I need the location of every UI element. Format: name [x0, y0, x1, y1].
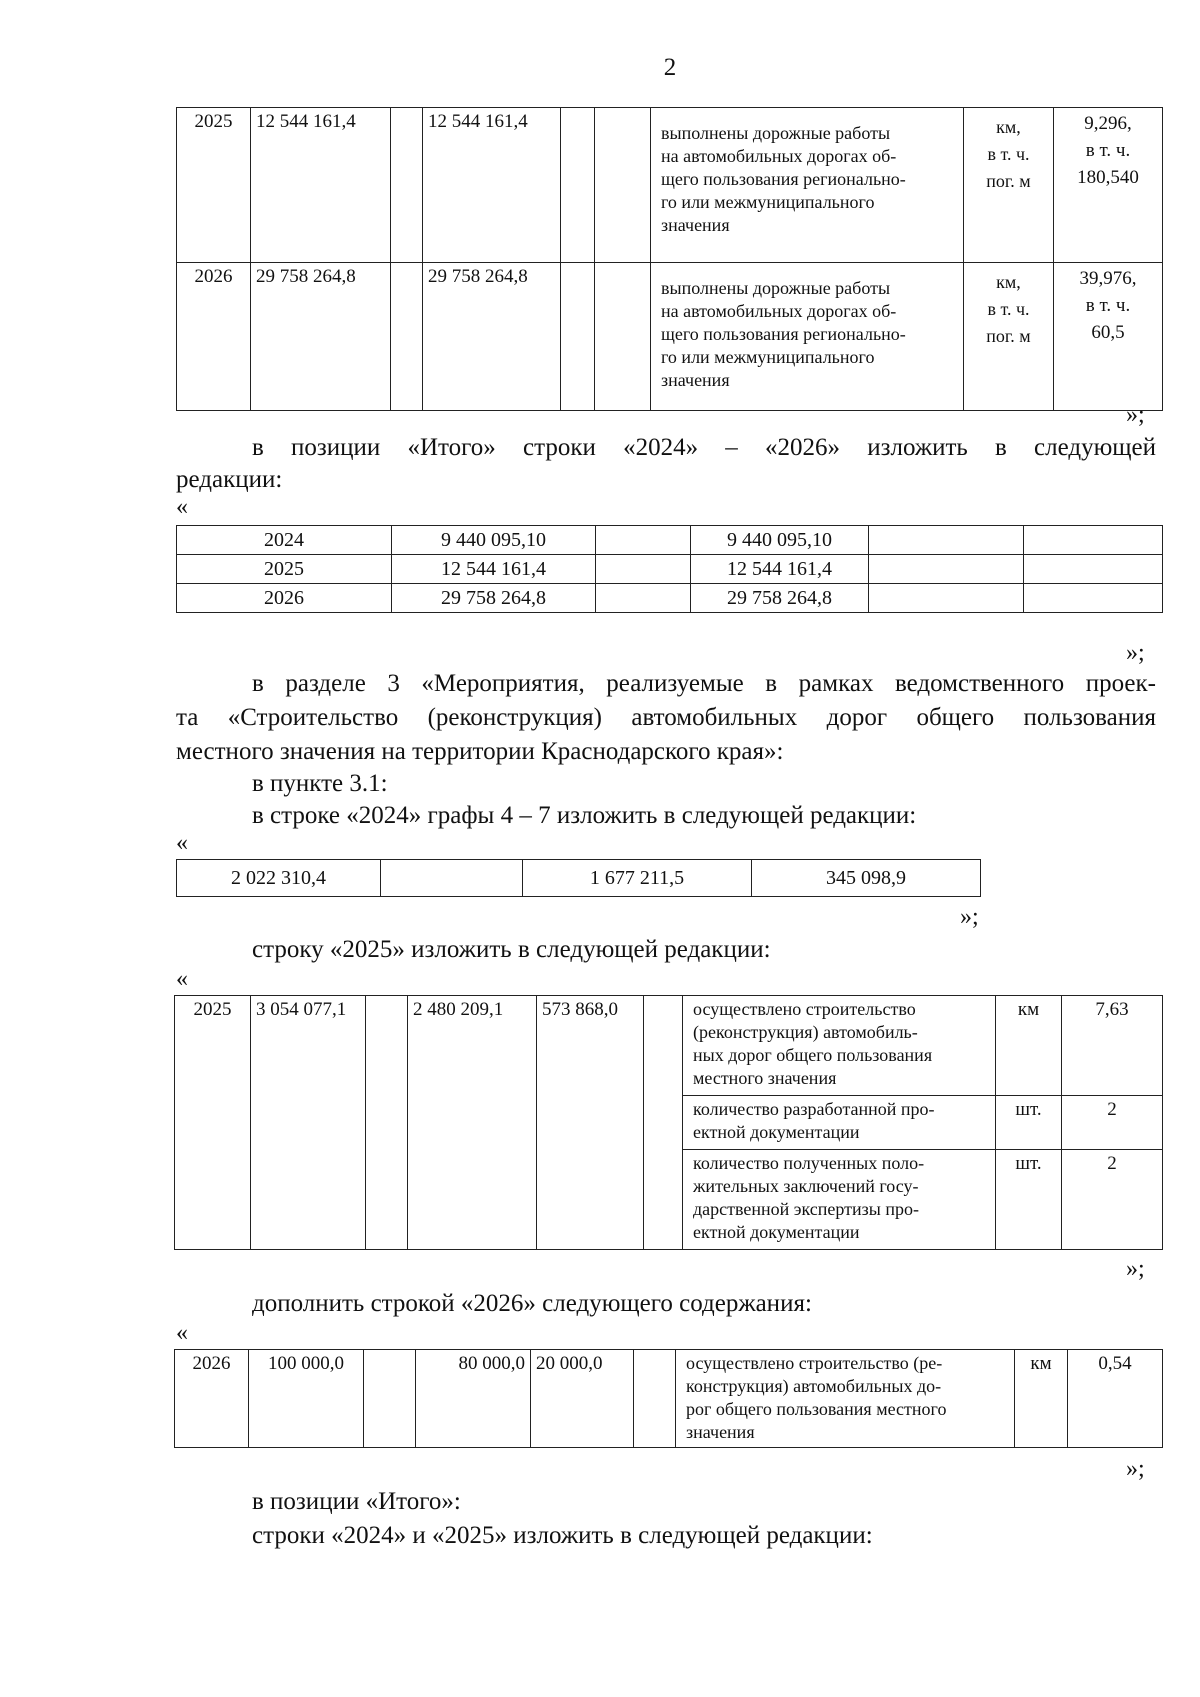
desc-line: значения	[661, 215, 730, 235]
empty-cell	[1024, 584, 1163, 613]
empty-cell	[869, 584, 1024, 613]
value-cell: 39,976, в т. ч. 60,5	[1054, 263, 1163, 411]
indicator-description: количество разработанной про- ектной документации	[683, 1096, 996, 1150]
empty-cell	[595, 263, 651, 411]
paragraph: строку «2025» изложить в следующей редакции:	[252, 936, 771, 963]
description-cell	[651, 263, 964, 411]
amount-cell: 29 758 264,8	[392, 584, 596, 613]
empty-cell	[595, 108, 651, 263]
unit-cell: шт.	[996, 1150, 1062, 1250]
table-road-works	[176, 107, 1163, 411]
unit-cell: км	[1015, 1350, 1068, 1448]
year-cell: 2026	[177, 584, 392, 613]
empty-cell	[596, 555, 691, 584]
desc-line: щего пользования регионально-	[661, 169, 906, 189]
empty-cell	[364, 1350, 416, 1448]
indicator-description: количество полученных поло- жительных заключений госу- дарственной экспертизы про- ектной документации	[683, 1150, 996, 1250]
empty-cell	[1024, 526, 1163, 555]
empty-cell	[634, 1350, 676, 1448]
year-cell: 2026	[175, 1350, 249, 1448]
table-row	[177, 526, 1163, 555]
paragraph: в разделе 3 «Мероприятия, реализуемые в рамках ведомственного проек-	[252, 670, 1156, 697]
desc-line: значения	[661, 370, 730, 390]
empty-cell	[381, 860, 523, 897]
year-cell: 2025	[177, 555, 392, 584]
amount-cell: 9 440 095,10	[392, 526, 596, 555]
description-cell	[651, 108, 964, 263]
paragraph: в позиции «Итого»:	[252, 1488, 461, 1515]
closing-quote: »;	[1126, 640, 1145, 666]
indicator-description: осуществлено строительство (реконструкция) автомобиль- ных дорог общего пользования местного значения	[683, 996, 996, 1096]
unit-cell: шт.	[996, 1096, 1062, 1150]
table-row	[177, 555, 1163, 584]
table-row-2025	[174, 995, 1163, 1250]
empty-cell	[596, 526, 691, 555]
table-row	[177, 860, 981, 897]
closing-quote: »;	[1126, 402, 1145, 428]
closing-quote: »;	[1126, 1456, 1145, 1482]
value-cell: 0,54	[1068, 1350, 1163, 1448]
table-totals	[176, 525, 1163, 613]
value-cell: 2	[1062, 1150, 1163, 1250]
desc-line: го или межмуниципального	[661, 192, 875, 212]
table-row	[177, 108, 1163, 263]
desc-line: го или межмуниципального	[661, 347, 875, 367]
empty-cell	[366, 996, 408, 1250]
amount-cell: 345 098,9	[752, 860, 981, 897]
year-cell: 2025	[175, 996, 251, 1250]
empty-cell	[561, 108, 595, 263]
paragraph: строки «2024» и «2025» изложить в следующей редакции:	[252, 1522, 873, 1549]
unit-cell: км, в т. ч. пог. м	[964, 263, 1054, 411]
paragraph: в позиции «Итого» строки «2024» – «2026» изложить в следующей	[252, 434, 1156, 461]
table-row-2024-update	[176, 859, 981, 897]
year-cell: 2024	[177, 526, 392, 555]
table-row	[177, 584, 1163, 613]
value-cell: 9,296, в т. ч. 180,540	[1054, 108, 1163, 263]
amount-cell: 2 480 209,1	[408, 996, 537, 1250]
desc-line: щего пользования регионально-	[661, 324, 906, 344]
empty-cell	[1024, 555, 1163, 584]
empty-cell	[596, 584, 691, 613]
paragraph: в строке «2024» графы 4 – 7 изложить в следующей редакции:	[252, 802, 917, 829]
amount-cell: 573 868,0	[537, 996, 644, 1250]
empty-cell	[869, 555, 1024, 584]
amount-cell: 29 758 264,8	[691, 584, 869, 613]
table-row	[177, 263, 1163, 411]
desc-line: на автомобильных дорогах об-	[661, 146, 897, 166]
amount-cell: 29 758 264,8	[423, 263, 561, 411]
paragraph: редакции:	[176, 466, 283, 493]
year-cell: 2026	[177, 263, 251, 411]
amount-cell: 9 440 095,10	[691, 526, 869, 555]
table-row	[175, 1350, 1163, 1448]
year-cell: 2025	[177, 108, 251, 263]
empty-cell	[561, 263, 595, 411]
empty-cell	[644, 996, 683, 1250]
total-cell: 3 054 077,1	[251, 996, 366, 1250]
opening-quote: «	[176, 494, 188, 520]
page-number: 2	[663, 54, 677, 81]
desc-line: выполнены дорожные работы	[661, 123, 891, 143]
closing-quote: »;	[1126, 1256, 1145, 1282]
paragraph: местного значения на территории Краснодарского края»:	[176, 738, 784, 765]
unit-cell: км, в т. ч. пог. м	[964, 108, 1054, 263]
total-cell: 29 758 264,8	[251, 263, 391, 411]
amount-cell: 2 022 310,4	[177, 860, 381, 897]
value-cell: 7,63	[1062, 996, 1163, 1096]
amount-cell: 12 544 161,4	[423, 108, 561, 263]
desc-line: на автомобильных дорогах об-	[661, 301, 897, 321]
total-cell: 12 544 161,4	[251, 108, 391, 263]
amount-cell: 1 677 211,5	[523, 860, 752, 897]
closing-quote: »;	[960, 904, 979, 930]
amount-cell: 80 000,0	[416, 1350, 531, 1448]
opening-quote: «	[176, 1320, 188, 1346]
paragraph: та «Строительство (реконструкция) автомобильных дорог общего пользования	[176, 704, 1156, 731]
paragraph: в пункте 3.1:	[252, 770, 388, 797]
value-cell: 2	[1062, 1096, 1163, 1150]
opening-quote: «	[176, 830, 188, 856]
opening-quote: «	[176, 966, 188, 992]
unit-cell: км	[996, 996, 1062, 1096]
table-row	[175, 996, 1163, 1096]
paragraph: дополнить строкой «2026» следующего содержания:	[252, 1290, 812, 1317]
total-cell: 100 000,0	[249, 1350, 364, 1448]
amount-cell: 12 544 161,4	[691, 555, 869, 584]
amount-cell: 20 000,0	[531, 1350, 634, 1448]
empty-cell	[391, 108, 423, 263]
empty-cell	[391, 263, 423, 411]
empty-cell	[869, 526, 1024, 555]
indicator-description: осуществлено строительство (ре- конструкция) автомобильных до- рог общего пользования местного значения	[676, 1350, 1015, 1448]
table-row-2026	[174, 1349, 1163, 1448]
desc-line: выполнены дорожные работы	[661, 278, 891, 298]
amount-cell: 12 544 161,4	[392, 555, 596, 584]
